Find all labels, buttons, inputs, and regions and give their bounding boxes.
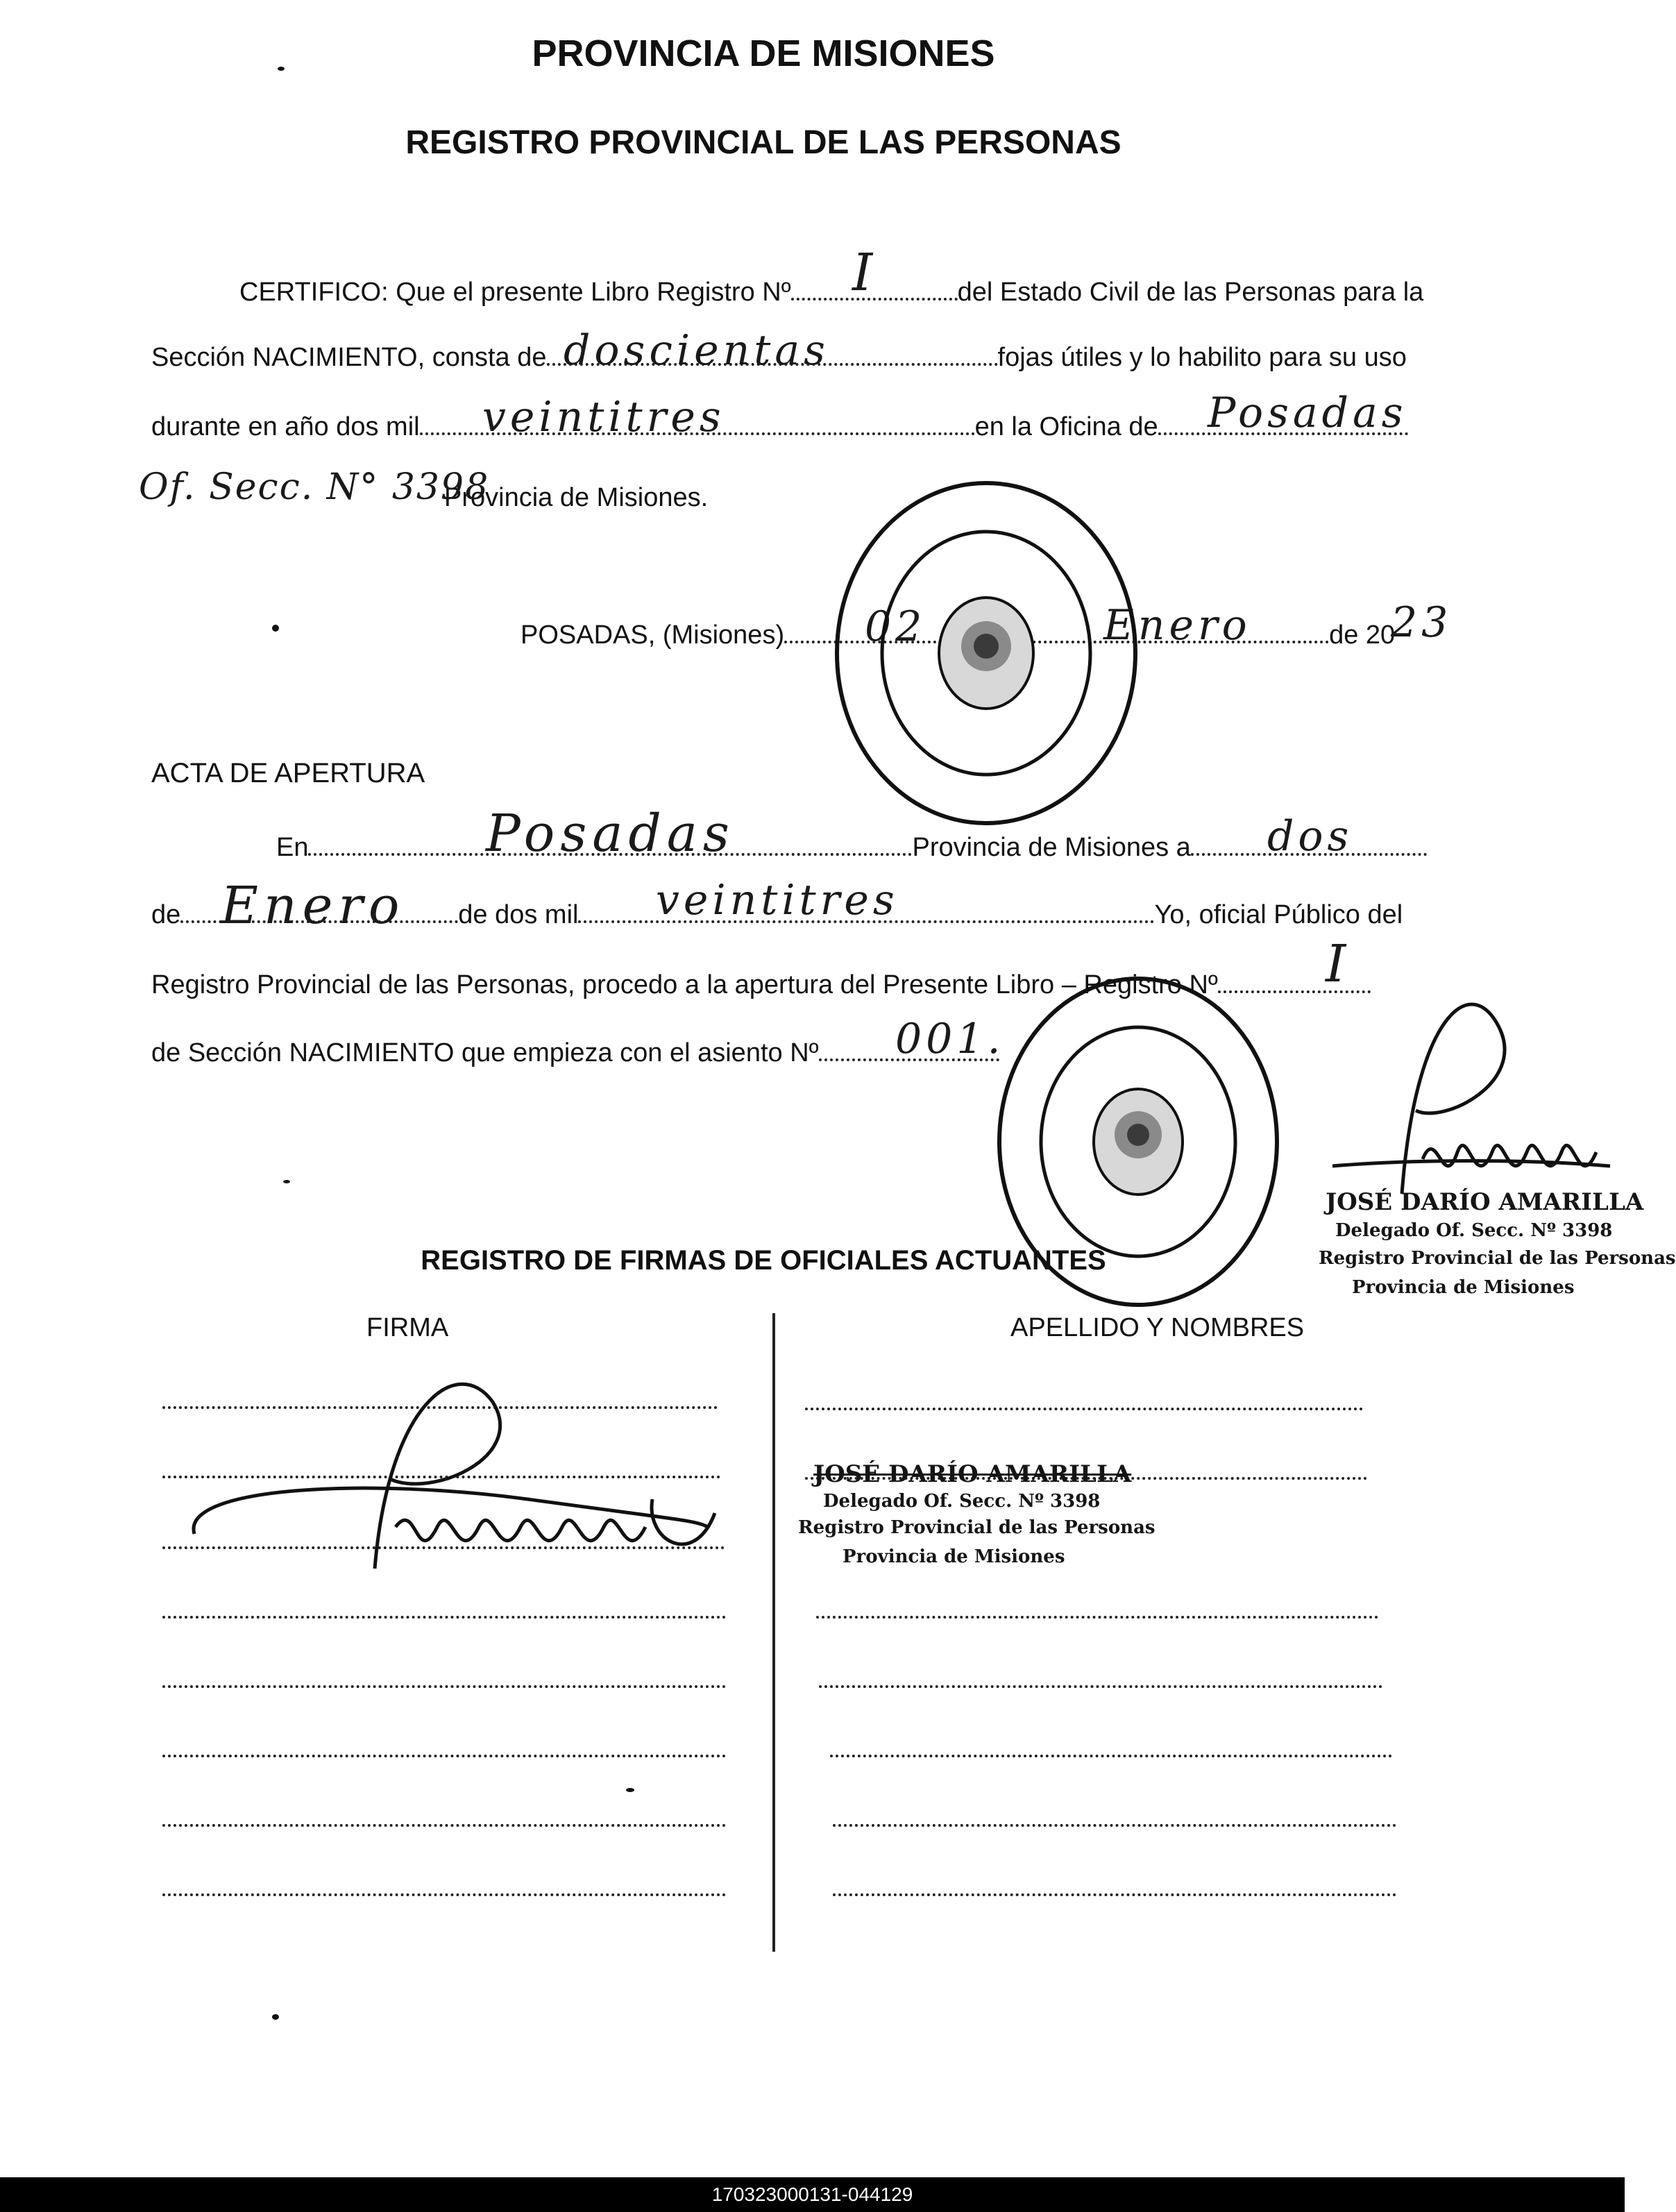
handwritten-section: Of. Secc. N° 3398 <box>139 466 490 508</box>
signature-row <box>162 1893 726 1896</box>
acta-text: de dos mil <box>458 900 579 929</box>
official-seal-lower <box>992 972 1284 1312</box>
cert-line-1 <box>239 276 1423 308</box>
scan-speck <box>283 1180 290 1183</box>
scan-speck <box>278 67 285 71</box>
acta-text: Registro Provincial de las Personas, procedo a la apertura del Presente Libro – Registro Nº <box>151 970 1218 999</box>
signature-row <box>162 1616 726 1619</box>
name-row <box>833 1824 1396 1827</box>
scan-speck <box>272 2014 279 2020</box>
handwritten-pages: doscientas <box>564 326 829 375</box>
stamp-province: Provincia de Misiones <box>1352 1277 1575 1298</box>
handwritten-book-number: I <box>852 243 879 303</box>
handwritten-day-word: dos <box>1267 812 1353 861</box>
stamp-name: JOSÉ DARÍO AMARILLA <box>1326 1188 1644 1216</box>
signatures-heading: REGISTRO DE FIRMAS DE OFICIALES ACTUANTES <box>421 1245 1106 1276</box>
cert-text: CERTIFICO: Que el presente Libro Registro Nº <box>239 278 791 307</box>
acta-text: Yo, oficial Público del <box>1154 900 1403 929</box>
cert-text: de 20 <box>1329 620 1396 650</box>
acta-text: En <box>276 833 309 862</box>
name-row <box>819 1685 1382 1688</box>
page-title: PROVINCIA DE MISIONES <box>532 33 995 74</box>
stamp-province: Provincia de Misiones <box>843 1546 1065 1567</box>
name-row <box>830 1755 1392 1757</box>
page-subtitle: REGISTRO PROVINCIAL DE LAS PERSONAS <box>405 124 1121 161</box>
handwritten-year-2: veintitres <box>656 876 899 925</box>
signature-firma <box>167 1360 736 1596</box>
signature-row <box>162 1755 726 1757</box>
handwritten-book-number-2: I <box>1326 934 1352 994</box>
handwritten-month-2: Enero <box>221 876 405 936</box>
cert-text: en la Oficina de <box>974 412 1158 441</box>
official-seal-upper <box>830 476 1142 830</box>
handwritten-city: Posadas <box>486 804 735 863</box>
cert-text: fojas útiles y lo habilito para su uso <box>997 343 1407 372</box>
cert-text: del Estado Civil de las Personas para la <box>957 278 1424 307</box>
cert-text: Provincia de Misiones. <box>444 483 709 512</box>
col-firma: FIRMA <box>366 1313 449 1342</box>
acta-text: Provincia de Misiones a <box>912 833 1191 862</box>
name-row <box>833 1893 1396 1896</box>
handwritten-year: veintitres <box>482 393 725 441</box>
cert-text: Sección NACIMIENTO, consta de <box>151 343 547 372</box>
handwritten-day: 02 <box>865 602 926 651</box>
cert-text: durante en año dos mil <box>151 412 420 441</box>
acta-line-4 <box>151 1037 999 1069</box>
acta-text: de Sección NACIMIENTO que empieza con el asiento Nº <box>151 1038 819 1067</box>
handwritten-entry-number: 001. <box>895 1015 1005 1063</box>
stamp-org: Registro Provincial de las Personas <box>798 1517 1156 1538</box>
footer-code: 170323000131-044129 <box>0 2177 1625 2212</box>
cert-text: POSADAS, (Misiones) <box>520 620 785 650</box>
signature-upper <box>1319 986 1625 1222</box>
stamp-role: Delegado Of. Secc. Nº 3398 <box>823 1491 1101 1512</box>
scan-speck <box>626 1788 634 1792</box>
col-apellido: APELLIDO Y NOMBRES <box>1010 1313 1305 1342</box>
acta-heading: ACTA DE APERTURA <box>151 758 425 788</box>
stamp-role: Delegado Of. Secc. Nº 3398 <box>1335 1220 1613 1241</box>
handwritten-office: Posadas <box>1208 389 1407 437</box>
name-row <box>805 1408 1363 1410</box>
acta-line-1 <box>276 831 1427 863</box>
stamp-name: JOSÉ DARÍO AMARILLA <box>813 1460 1132 1488</box>
name-row <box>816 1616 1378 1619</box>
stamp-org: Registro Provincial de las Personas <box>1319 1248 1676 1269</box>
scan-speck <box>272 625 279 632</box>
handwritten-month: Enero <box>1103 601 1251 650</box>
handwritten-year-suffix: 23 <box>1391 598 1453 647</box>
signature-row <box>162 1824 726 1827</box>
signature-row <box>162 1685 726 1688</box>
acta-text: de <box>151 900 181 929</box>
column-divider <box>772 1313 775 1952</box>
